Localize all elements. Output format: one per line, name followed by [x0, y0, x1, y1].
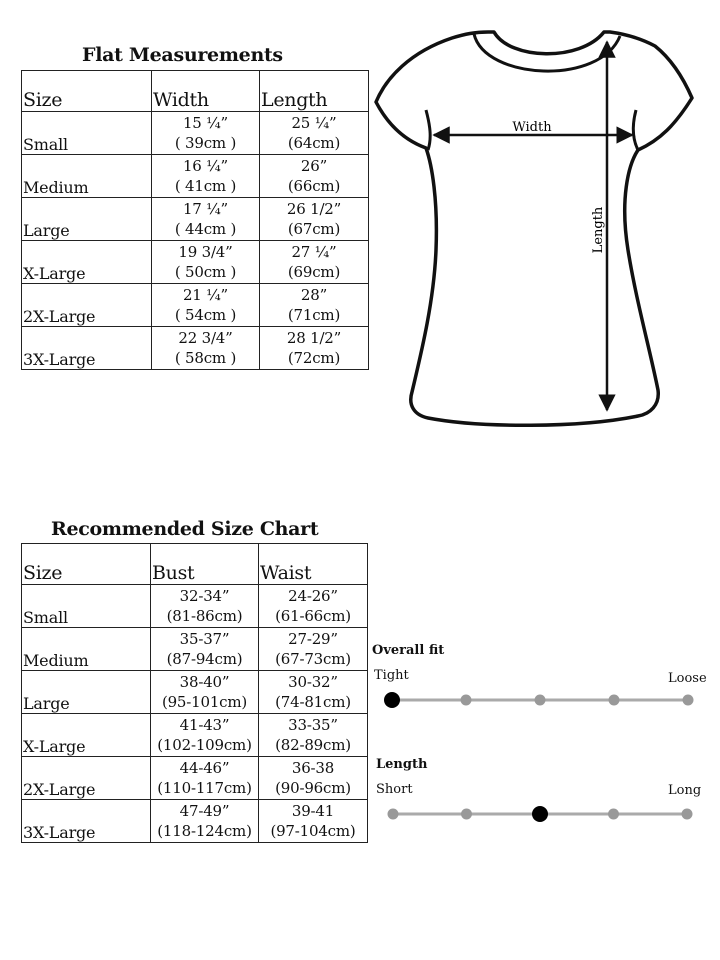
table-row [22, 155, 369, 198]
length-value: 25 ¼” (64cm) [260, 112, 369, 155]
table-row [22, 241, 369, 284]
waist-value: 39-41 (97-104cm) [259, 800, 368, 843]
scale-point [682, 809, 693, 820]
bust-value: 44-46” (110-117cm) [151, 757, 259, 800]
overall-fit-scale [380, 688, 700, 712]
recommended-size-table [21, 543, 368, 843]
size-label: Large [22, 671, 151, 714]
bust-value: 38-40” (95-101cm) [151, 671, 259, 714]
length-fit-title: Length [376, 757, 428, 772]
tshirt-diagram [370, 30, 700, 430]
scale-point [461, 809, 472, 820]
table-row [22, 714, 368, 757]
header-length: Length [260, 71, 369, 112]
table-row [22, 800, 368, 843]
header-bust: Bust [151, 544, 259, 585]
length-fit-right-label: Long [668, 783, 702, 798]
tshirt-right-sleeve-seam [633, 110, 638, 150]
table-row [22, 327, 369, 370]
size-label: 3X-Large [22, 327, 152, 370]
overall-fit-left-label: Tight [374, 668, 409, 683]
scale-point [388, 809, 399, 820]
scale-point [683, 695, 694, 706]
length-fit-scale [380, 802, 700, 826]
header-size: Size [22, 544, 151, 585]
waist-value: 33-35” (82-89cm) [259, 714, 368, 757]
header-width: Width [152, 71, 260, 112]
overall-fit-title: Overall fit [372, 643, 445, 658]
size-label: X-Large [22, 241, 152, 284]
length-value: 26” (66cm) [260, 155, 369, 198]
length-value: 27 ¼” (69cm) [260, 241, 369, 284]
length-value: 28 1/2” (72cm) [260, 327, 369, 370]
size-label: Medium [22, 155, 152, 198]
bust-value: 41-43” (102-109cm) [151, 714, 259, 757]
scale-point [608, 809, 619, 820]
scale-point-selected [532, 806, 548, 822]
length-value: 26 1/2” (67cm) [260, 198, 369, 241]
tshirt-outline [376, 32, 692, 425]
size-label: Small [22, 585, 151, 628]
scale-point [609, 695, 620, 706]
width-value: 15 ¼” ( 39cm ) [152, 112, 260, 155]
length-label: Length [591, 206, 606, 254]
size-label: X-Large [22, 714, 151, 757]
table-row [22, 198, 369, 241]
scale-point-selected [384, 692, 400, 708]
size-label: Medium [22, 628, 151, 671]
waist-value: 36-38 (90-96cm) [259, 757, 368, 800]
table-row [22, 112, 369, 155]
length-fit-left-label: Short [376, 782, 413, 797]
size-label: 2X-Large [22, 284, 152, 327]
size-label: 3X-Large [22, 800, 151, 843]
width-value: 21 ¼” ( 54cm ) [152, 284, 260, 327]
recommended-size-chart-title: Recommended Size Chart [51, 518, 319, 540]
table-row [22, 671, 368, 714]
table-header-row [22, 544, 368, 585]
scale-point [461, 695, 472, 706]
bust-value: 35-37” (87-94cm) [151, 628, 259, 671]
size-label: Small [22, 112, 152, 155]
size-label: 2X-Large [22, 757, 151, 800]
bust-value: 47-49” (118-124cm) [151, 800, 259, 843]
table-header-row [22, 71, 369, 112]
width-value: 17 ¼” ( 44cm ) [152, 198, 260, 241]
table-row [22, 628, 368, 671]
flat-measurements-table [21, 70, 369, 370]
waist-value: 30-32” (74-81cm) [259, 671, 368, 714]
tshirt-left-sleeve-seam [426, 110, 430, 150]
waist-value: 24-26” (61-66cm) [259, 585, 368, 628]
overall-fit-right-label: Loose [668, 671, 707, 686]
flat-measurements-title: Flat Measurements [82, 44, 283, 66]
table-row [22, 585, 368, 628]
bust-value: 32-34” (81-86cm) [151, 585, 259, 628]
size-label: Large [22, 198, 152, 241]
width-label: Width [512, 120, 552, 135]
width-value: 19 3/4” ( 50cm ) [152, 241, 260, 284]
table-row [22, 284, 369, 327]
width-value: 22 3/4” ( 58cm ) [152, 327, 260, 370]
header-waist: Waist [259, 544, 368, 585]
length-value: 28” (71cm) [260, 284, 369, 327]
width-value: 16 ¼” ( 41cm ) [152, 155, 260, 198]
table-row [22, 757, 368, 800]
header-size: Size [22, 71, 152, 112]
scale-point [535, 695, 546, 706]
waist-value: 27-29” (67-73cm) [259, 628, 368, 671]
